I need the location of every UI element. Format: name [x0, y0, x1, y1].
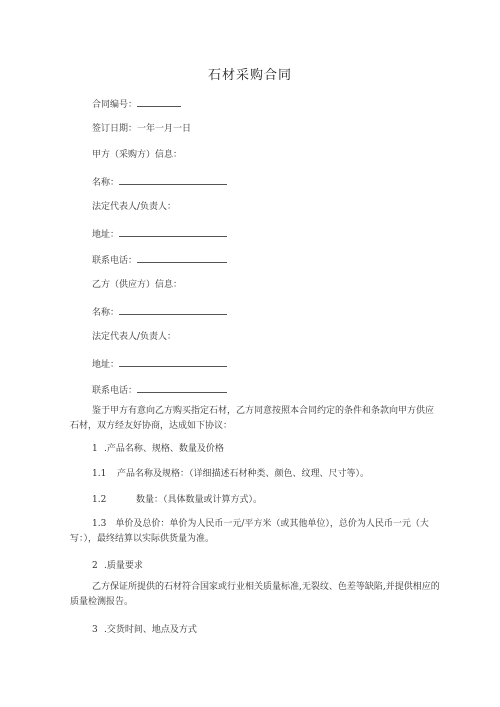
clause-1-2-text: 数量：（具体数量或计算方式）。 [136, 495, 263, 505]
party-a-address-blank[interactable] [119, 227, 227, 237]
clause-1-2 [92, 494, 262, 506]
party-a-phone-line [92, 253, 227, 267]
party-a-address-label: 地址： [92, 230, 120, 240]
clause-1-2-number: 1.2 [92, 495, 107, 505]
section-2-number: 2 [92, 561, 98, 571]
party-b-name-label: 名称： [92, 308, 120, 318]
document-title: 石材采购合同 [207, 68, 292, 83]
party-b-address-blank[interactable] [119, 357, 227, 367]
clause-1-3: 1.3 单价及总价：单价为人民币一元/平方米（或其他单位），总价为人民币一元（大写：），最终结算以实际供货量为准。 [70, 519, 429, 544]
party-a-name-blank[interactable] [119, 175, 227, 185]
clause-1-1 [92, 468, 369, 480]
clause-1-1-number: 1.1 [92, 469, 107, 479]
party-b-phone-line [92, 383, 227, 397]
section-1-title: .产品名称、规格、数量及价格 [104, 444, 224, 454]
party-b-phone-blank[interactable] [137, 383, 227, 393]
section-3-heading [92, 624, 197, 636]
section-2-heading [92, 560, 143, 572]
section-3-number: 3 [92, 625, 98, 635]
sign-date-value: 一年一月一日 [137, 124, 192, 134]
party-b-legal-rep: 法定代表人/负责人： [92, 332, 177, 342]
contract-number-blank[interactable] [137, 97, 181, 107]
party-b-address-line [92, 357, 227, 371]
party-b-name-line [92, 305, 227, 319]
party-b-address-label: 地址： [92, 360, 120, 370]
party-b-header: 乙方（供应方）信息： [92, 280, 183, 290]
party-a-header: 甲方（采购方）信息： [92, 150, 183, 160]
contract-number-line [92, 97, 181, 111]
sign-date-line [92, 123, 191, 135]
party-a-name-line [92, 175, 227, 189]
preamble-paragraph: 鉴于甲方有意向乙方购买指定石材，乙方同意按照本合同约定的条件和条款向甲方供应石材，双方经友好协商，达成如下协议： [70, 406, 435, 431]
section-1-heading [92, 443, 224, 455]
section-2-title: .质量要求 [104, 561, 143, 571]
party-a-phone-blank[interactable] [137, 253, 227, 263]
clause-1-1-text: 产品名称及规格：（详细描述石材种类、颜色、纹理、尺寸等）。 [117, 469, 370, 479]
party-a-phone-label: 联系电话： [92, 256, 138, 266]
contract-number-label: 合同编号： [92, 100, 138, 110]
sign-date-label: 签订日期： [92, 124, 138, 134]
section-3-title: .交货时间、地点及方式 [104, 625, 197, 635]
section-1-number: 1 [92, 444, 98, 454]
party-a-name-label: 名称： [92, 178, 120, 188]
party-a-legal-rep: 法定代表人/负责人： [92, 202, 177, 212]
section-2-paragraph: 乙方保证所提供的石材符合国家或行业相关质量标准,无裂纹、色差等缺陷,并提供相应的质量检测报告。 [70, 582, 440, 607]
party-a-address-line [92, 227, 227, 241]
party-b-phone-label: 联系电话： [92, 386, 138, 396]
party-b-name-blank[interactable] [119, 305, 227, 315]
